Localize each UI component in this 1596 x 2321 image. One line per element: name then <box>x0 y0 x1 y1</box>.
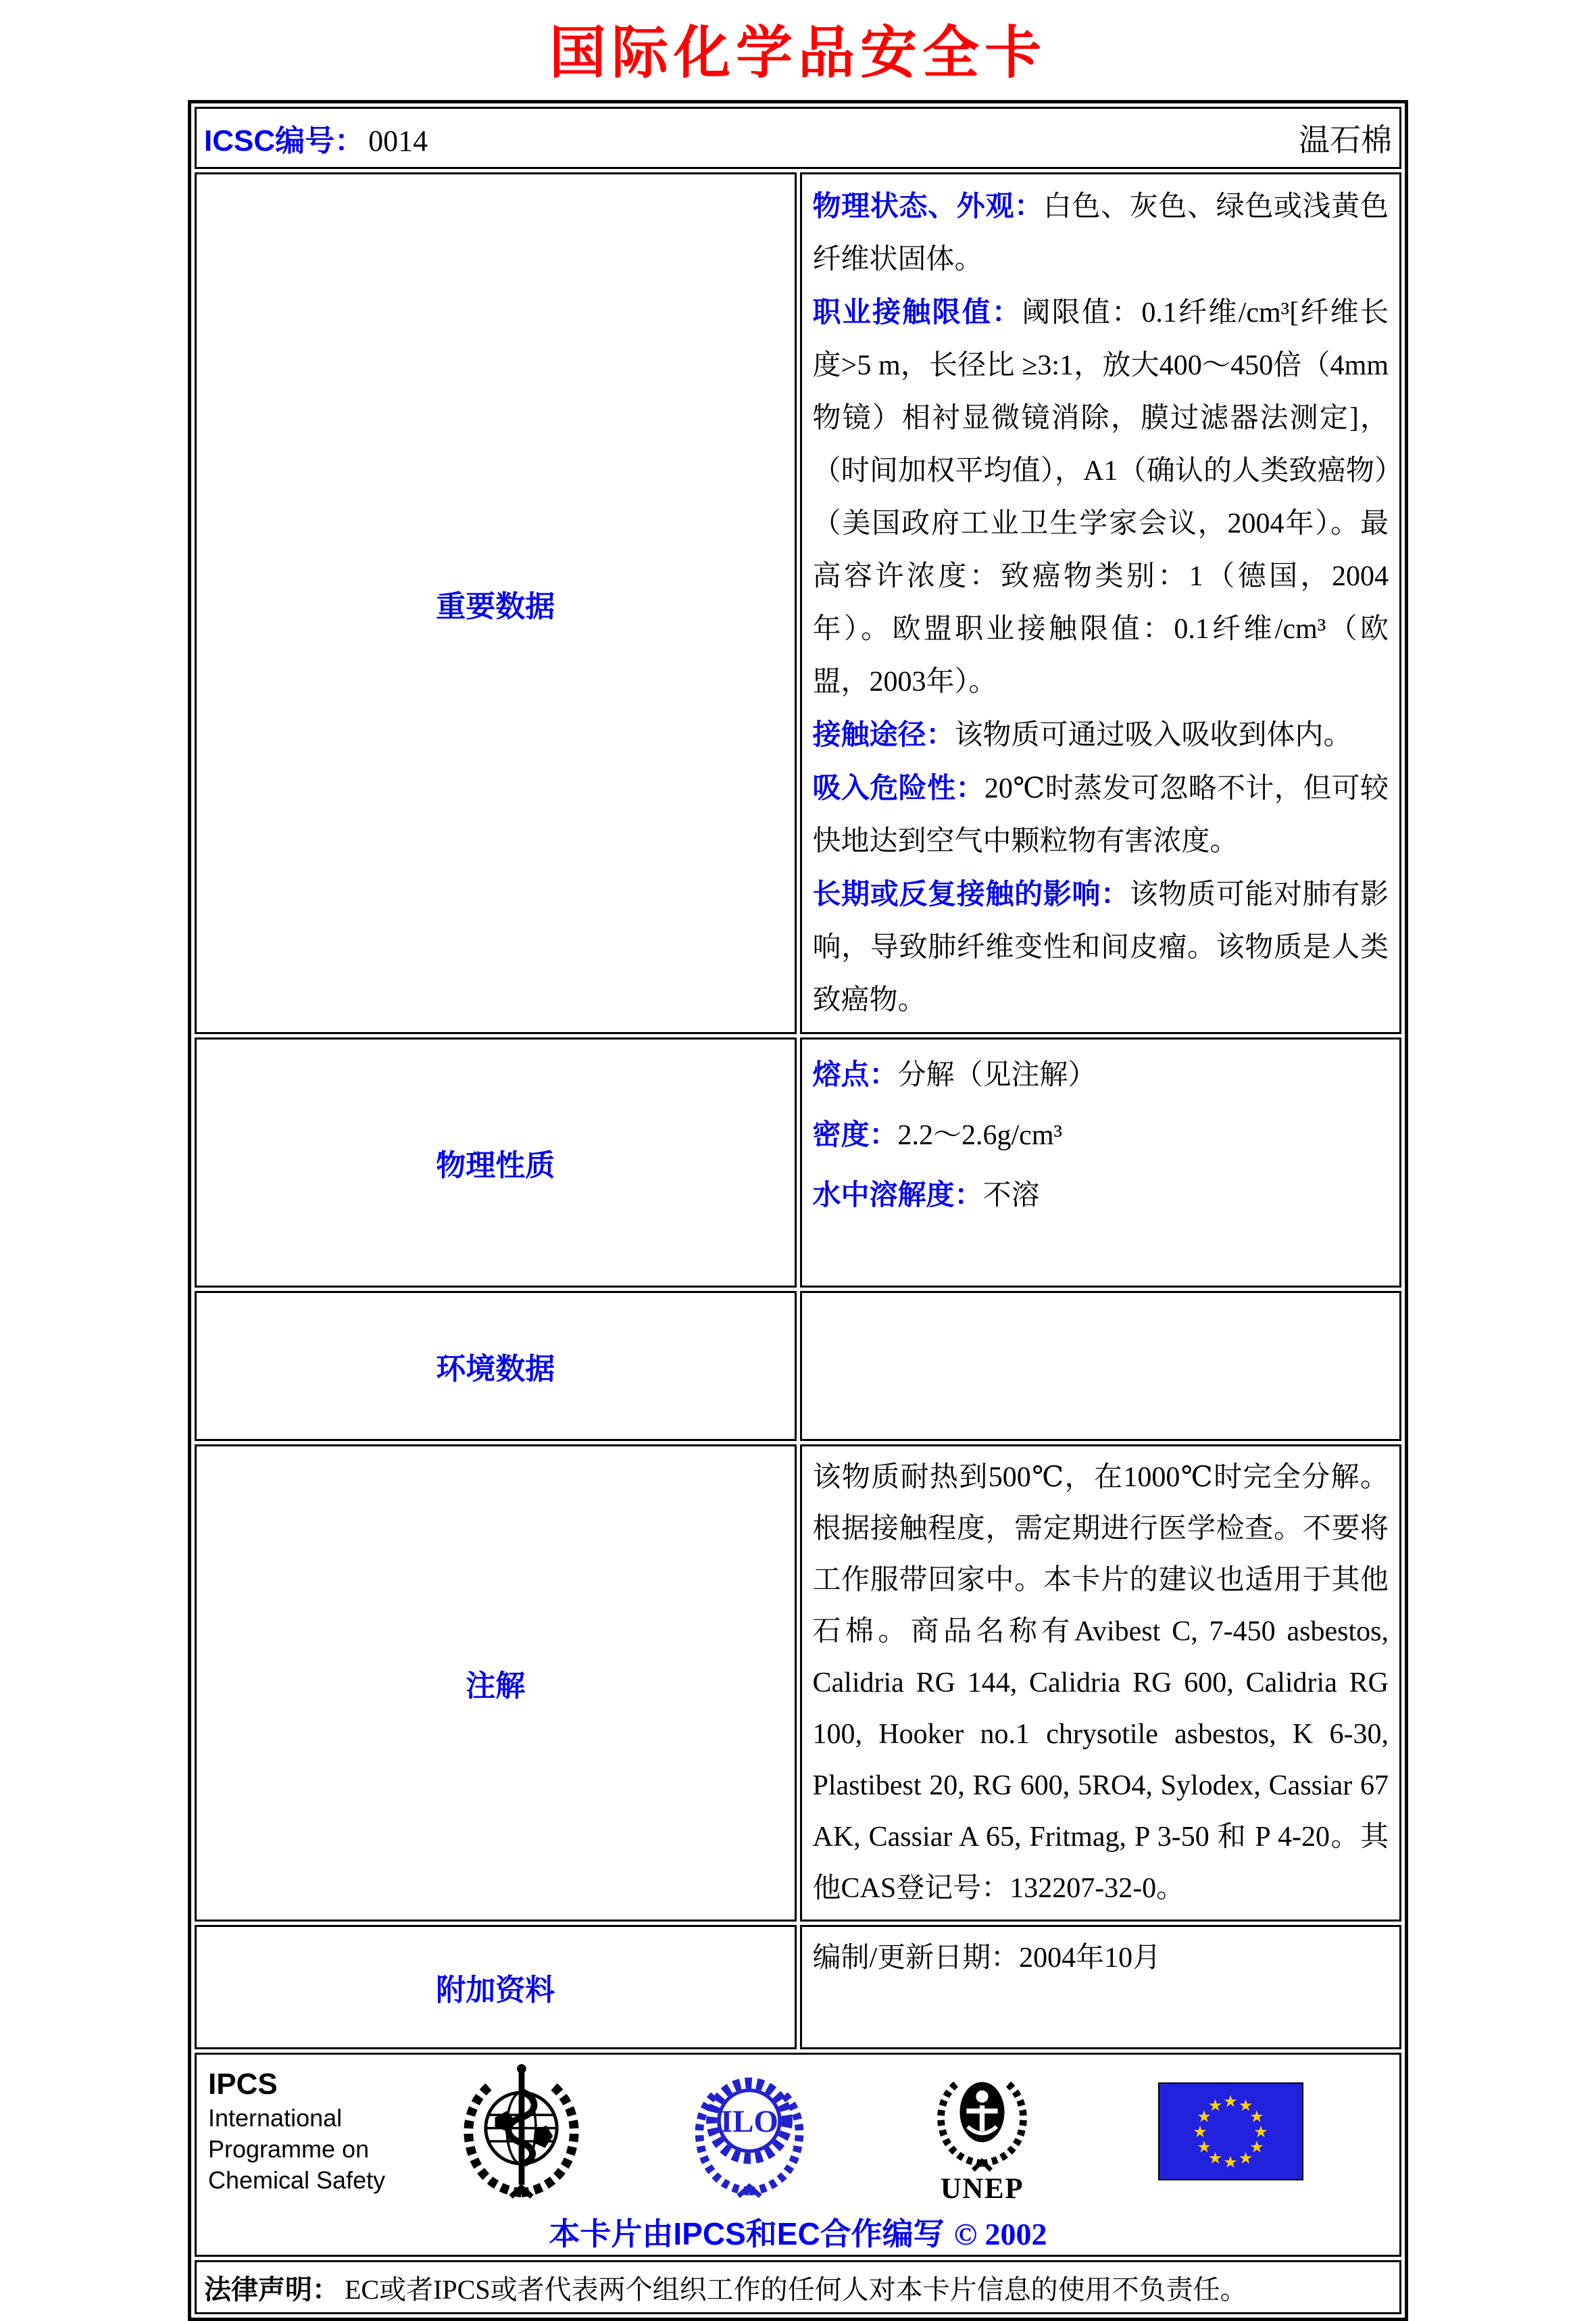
legal-row-cell <box>195 2260 1401 2314</box>
important-item <box>813 868 1389 1027</box>
field-label: 长期或反复接触的影响： <box>812 878 1130 910</box>
field-text: 2.2～2.6g/cm³ <box>897 1120 1063 1151</box>
field-text: 20℃时蒸发可忽略不计，但可较快地达到空气中颗粒物有害浓度。 <box>812 773 1389 857</box>
svg-text:★: ★ <box>1238 2148 1253 2168</box>
unep-logo-text: UNEP <box>940 2173 1024 2203</box>
field-label: 密度： <box>812 1119 898 1150</box>
additional-info-label: 附加资料 <box>436 1974 555 2007</box>
legal-label: 法律声明： <box>204 2274 339 2305</box>
svg-text:★: ★ <box>1238 2095 1253 2115</box>
svg-text:★: ★ <box>1197 2137 1212 2156</box>
field-text: 白色、灰色、绿色或浅黄色纤维状固体。 <box>812 191 1389 275</box>
field-label: 职业接触限值： <box>812 296 1022 328</box>
field-label: 物理状态、外观： <box>812 190 1043 222</box>
notes-content <box>800 1444 1402 1922</box>
icsc-number-label: ICSC编号： <box>204 124 365 157</box>
important-data-content <box>800 172 1402 1034</box>
substance-name: 温石棉 <box>1299 123 1392 157</box>
svg-text:★: ★ <box>1223 2091 1238 2111</box>
field-label: 熔点： <box>812 1058 898 1090</box>
field-text: 该物质可能对肺有影响，导致肺纤维变性和间皮瘤。该物质是人类致癌物。 <box>812 879 1389 1016</box>
icsc-number-group <box>204 116 428 160</box>
important-item <box>813 708 1389 762</box>
important-item <box>813 762 1389 868</box>
who-logo-icon <box>455 2062 587 2201</box>
ipcs-line: Chemical Safety <box>208 2166 386 2194</box>
footer-row-cell <box>195 2053 1401 2257</box>
additional-info-content <box>800 1925 1402 2049</box>
icsc-card-page <box>0 22 1596 2305</box>
unep-logo-icon <box>926 2059 1038 2203</box>
ipcs-text-block <box>208 2066 411 2196</box>
environmental-data-label: 环境数据 <box>436 1352 555 1386</box>
field-label: 吸入危险性： <box>812 772 984 804</box>
legal-text: EC或者IPCS或者代表两个组织工作的任何人对本卡片信息的使用不负责任。 <box>345 2274 1247 2305</box>
footer <box>197 2055 1399 2254</box>
important-item <box>813 180 1389 286</box>
svg-text:★: ★ <box>1223 2152 1238 2172</box>
row-label-physical-properties <box>195 1037 797 1288</box>
credit-line <box>197 2209 1399 2254</box>
ilo-logo-icon <box>689 2063 810 2199</box>
svg-text:★: ★ <box>1197 2107 1212 2126</box>
ipcs-line: International <box>208 2104 343 2132</box>
field-label: 接触途径： <box>812 718 955 750</box>
icsc-card-table <box>188 100 1408 2321</box>
field-text: 分解（见注解） <box>897 1060 1097 1091</box>
additional-info-text: 编制/更新日期：2004年10月 <box>812 1943 1162 1974</box>
icsc-number-value: 0014 <box>368 124 428 157</box>
row-label-important-data <box>195 172 797 1034</box>
copyright-text: © 2002 <box>953 2217 1047 2251</box>
svg-text:★: ★ <box>1207 2148 1223 2168</box>
physical-item <box>813 1045 1389 1105</box>
important-item <box>813 286 1389 708</box>
notes-label: 注解 <box>466 1669 526 1703</box>
credit-text: 本卡片由IPCS和EC合作编写 <box>549 2216 945 2251</box>
field-text: 不溶 <box>982 1180 1040 1211</box>
logo-row <box>197 2055 1399 2203</box>
eu-flag-icon <box>1158 2082 1303 2180</box>
notes-text: 该物质耐热到500℃，在1000℃时完全分解。根据接触程度，需定期进行医学检查。不要将工作服带回家中。本卡片的建议也适用于其他石棉。商品名称有Avibest C, 7-450 asbestos, Calidria RG 144, Calidria RG 600, Calidria RG 100, Hooker no.1 chrysotile asbestos, K 6-30, Plastibest 20, RG 600, 5RO4, Sylodex, Cassiar 67 AK, Cassiar A 65, Fritmag, P 3-50 和 P 4-20。其他CAS登记号：132207-32-0。 <box>812 1462 1389 1904</box>
svg-text:★: ★ <box>1249 2137 1264 2156</box>
physical-item <box>813 1165 1389 1225</box>
physical-properties-content <box>800 1037 1402 1288</box>
ilo-logo-text: ILO <box>720 2103 778 2139</box>
row-label-environmental-data <box>195 1291 797 1441</box>
svg-text:★: ★ <box>1253 2122 1268 2141</box>
card-header <box>197 109 1399 166</box>
ipcs-abbr: IPCS <box>208 2068 278 2101</box>
ipcs-line: Programme on <box>208 2135 370 2163</box>
field-text: 该物质可通过吸入吸收到体内。 <box>954 720 1352 751</box>
row-label-additional-info <box>195 1925 797 2049</box>
page-title: 国际化学品安全卡 <box>549 22 1047 85</box>
important-data-label: 重要数据 <box>436 589 555 623</box>
legal-notice <box>197 2263 1399 2312</box>
field-text: 阈限值：0.1纤维/cm³[纤维长度>5 m，长径比 ≥3:1，放大400～450倍（4mm物镜）相衬显微镜消除，膜过滤器法测定]，（时间加权平均值），A1（确认的人类致癌物）（美国政府工业卫生学家会议，2004年）。最高容许浓度：致癌物类别：1（德国，2004年）。欧盟职业接触限值：0.1纤维/cm³（欧盟，2003年）。 <box>812 297 1389 698</box>
physical-item <box>813 1105 1389 1165</box>
physical-properties-label: 物理性质 <box>436 1149 555 1182</box>
environmental-data-content <box>800 1291 1402 1441</box>
field-label: 水中溶解度： <box>812 1179 983 1211</box>
row-label-notes <box>195 1444 797 1922</box>
header-row-cell <box>195 107 1401 169</box>
svg-text:★: ★ <box>1249 2107 1264 2126</box>
svg-text:★: ★ <box>1193 2122 1207 2141</box>
svg-text:★: ★ <box>1207 2095 1223 2115</box>
